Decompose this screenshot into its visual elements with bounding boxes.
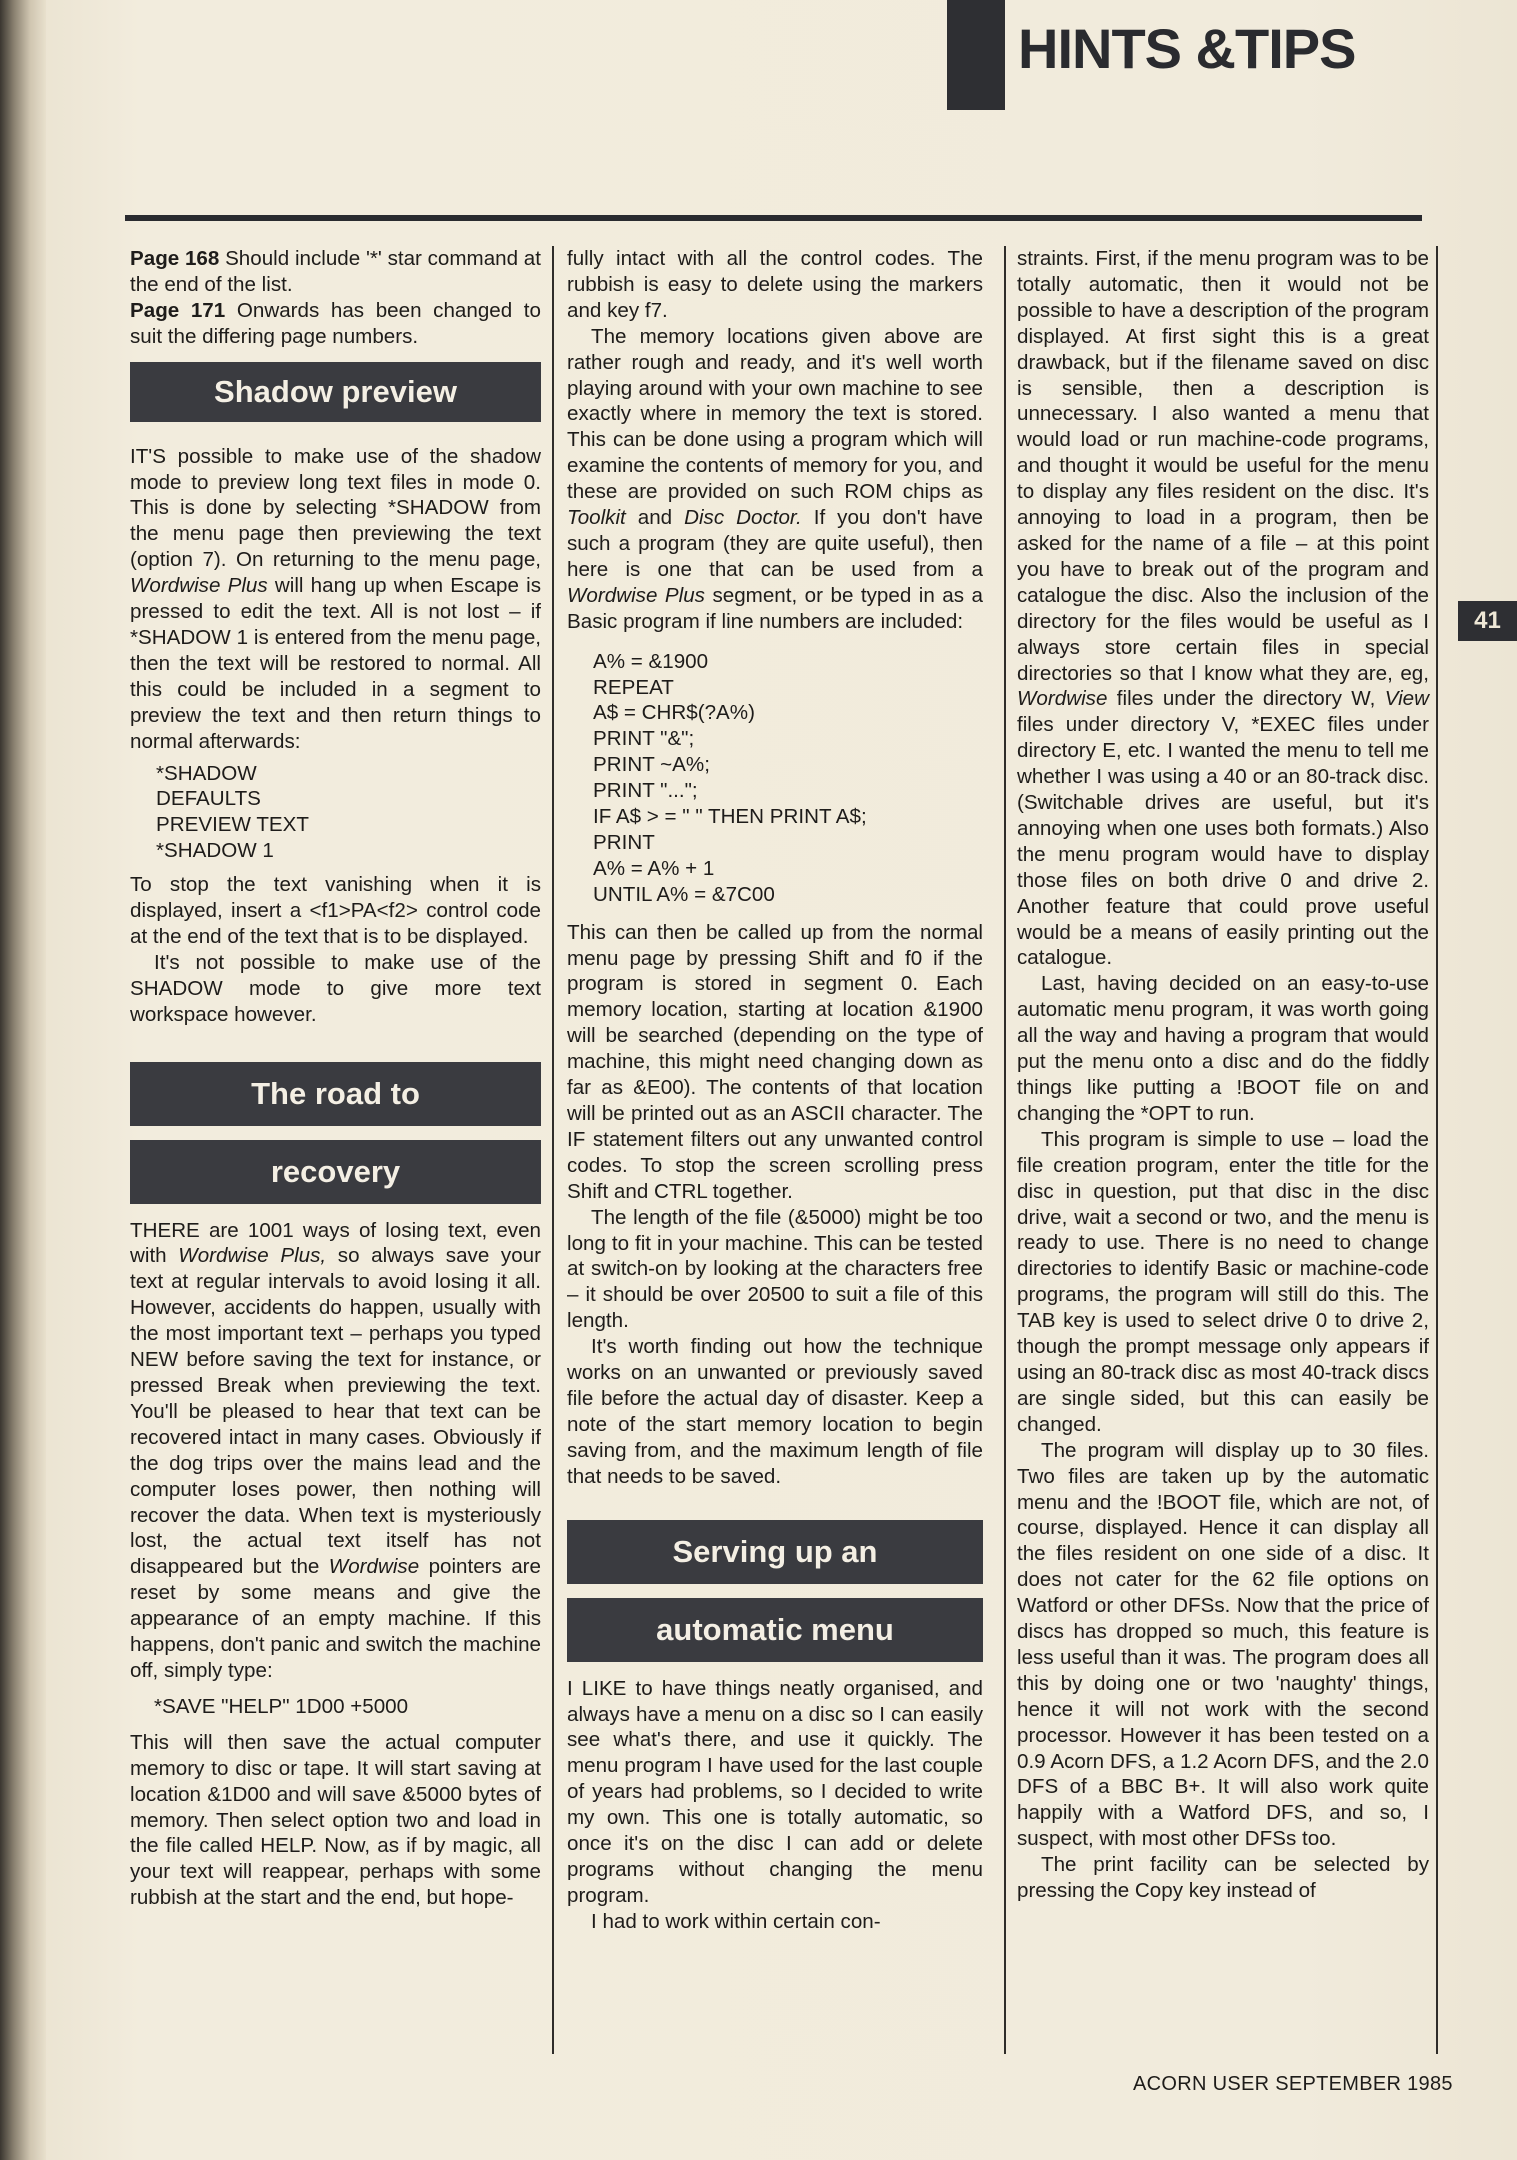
col2-paragraph-4: The length of the file (&5000) might be too long to fit in your machine. This can be tested at switch-on by looking at the characters free – it should be over 20500 to suit a file of this length. <box>567 1205 983 1333</box>
col2-paragraph-3: This can then be called up from the normal menu page by pressing Shift and f0 if the program is stored in segment 0. Each memory location, starting at location &1900 will be searched (depending on the type of machine, this might need changing down as far as &E00). The contents of that location will be printed out as an ASCII character. The IF statement filters out any unwanted control codes. To stop the screen scrolling press Shift and CTRL together. <box>567 920 983 1203</box>
code-line: *SHADOW 1 <box>156 839 274 863</box>
column-1 <box>130 246 541 1911</box>
column-divider <box>552 246 554 2054</box>
col2-paragraph-6: I LIKE to have things neatly organised, and always have a menu on a disc so I can easily see what's there, and use it quickly. The menu program I have used for the last couple of years had problems, so I decided to write my own. This one is totally automatic, so once it's on the disc I can add or delete programs without changing the menu program. <box>567 1676 983 1907</box>
column-divider <box>1436 246 1438 2054</box>
shadow-code-listing <box>130 761 541 865</box>
road-to-recovery-heading-2: recovery <box>130 1140 541 1204</box>
code-line: A% = A% + 1 <box>593 856 715 880</box>
code-line: PRINT <box>593 830 655 854</box>
col3-paragraph-5: The print facility can be selected by pressing the Copy key instead of <box>1017 1853 1429 1903</box>
automatic-menu-heading-2: automatic menu <box>567 1598 983 1662</box>
shadow-paragraph-1: IT'S possible to make use of the shadow mode to preview long text files in mode 0. This is done by selecting *SHADOW from the menu page then previewing the text (option 7). On returning to the menu page, Wordwise Plus will hang up when Escape is pressed to edit the text. All is not lost – if *SHADOW 1 is entered from the menu page, then the text will be restored to normal. All this could be included in a segment to preview the text and then return things to normal afterwards: <box>130 444 541 753</box>
recovery-paragraph-1: THERE are 1001 ways of losing text, even with Wordwise Plus, so always save your text at regular intervals to avoid losing it all. However, accidents do happen, usually with the most important text – perhaps you typed NEW before saving the text for instance, or pressed Break when previewing the text. You'll be pleased to hear that text can be recovered intact in many cases. Obviously if the dog trips over the mains lead and the computer loses power, then nothing will recover the data. When text is mysteriously lost, the actual text itself has not disappeared but the Wordwise pointers are reset by some means and give the appearance of an empty machine. If this happens, don't panic and switch the machine off, simply type: <box>130 1218 541 1682</box>
recovery-paragraph-2: This will then save the actual computer memory to disc or tape. It will start saving at location &1D00 and will save &5000 bytes of memory. Then select option two and load in the file called HELP. Now, as if by magic, all your text will reappear, perhaps with some rubbish at the start and the end, but hope- <box>130 1730 541 1910</box>
col3-paragraph-1: straints. First, if the menu program was to be totally automatic, then it would not be possible to have a description of the program displayed. At first sight this is a great drawback, but if the filename saved on disc is sensible, then a description is unnecessary. I also wanted a menu that would load or run machine-code programs, and thought it would be useful for the menu to display any files resident on the disc. It's annoying to load in a program, then be asked for the name of a file – at this point you have to break out of the program and catalogue the disc. Also the inclusion of the directory for the files would be useful as I always store certain files in special directories so that I know what they are, eg, Wordwise files under the directory W, View files under directory V, *EXEC files under directory E, etc. I wanted the menu to tell me whether I was using a 40 or an 80-track disc. (Switchable drives are useful, but it's annoying when one uses both formats.) Also the menu program would have to display those files on both drive 0 and drive 2. Another feature that could prove useful would be a means of easily printing out the catalogue. <box>1017 247 1429 970</box>
code-line: PRINT "&"; <box>593 727 695 751</box>
col3-paragraph-3: This program is simple to use – load the file creation program, enter the title for the disc in question, put that disc in the disc drive, wait a second or two, and the menu is ready to use. There is no need to change directories to identify Basic or machine-code programs, the program will still do this. The TAB key is used to select drive 0 to drive 2, though the prompt message only appears if using an 80-track disc as most 40-track discs are single sided, but this can easily be changed. <box>1017 1127 1429 1436</box>
column-divider <box>1004 246 1006 2054</box>
col2-paragraph-7: I had to work within certain con- <box>591 1909 881 1933</box>
shadow-paragraph-3: It's not possible to make use of the SHADOW mode to give more text workspace however. <box>130 950 541 1026</box>
col2-paragraph-1: fully intact with all the control codes. The rubbish is easy to delete using the markers and key f7. <box>567 247 983 322</box>
shadow-preview-heading: Shadow preview <box>130 362 541 422</box>
page-footer: ACORN USER SEPTEMBER 1985 <box>1133 2073 1453 2095</box>
road-to-recovery-heading-1: The road to <box>130 1062 541 1126</box>
code-line: PRINT "..."; <box>593 779 698 803</box>
automatic-menu-heading-1: Serving up an <box>567 1520 983 1584</box>
col3-paragraph-2: Last, having decided on an easy-to-use automatic menu program, it was worth going all the way and having a program that would put the menu onto a disc and do the fiddly things like putting a !BOOT file on and changing the *OPT to run. <box>1017 972 1429 1125</box>
code-line: UNTIL A% = &7C00 <box>593 882 775 906</box>
code-line: IF A$ > = " " THEN PRINT A$; <box>593 805 867 829</box>
page-number-tab: 41 <box>1458 601 1517 641</box>
column-2 <box>567 246 983 1935</box>
section-title: HINTS &TIPS <box>1018 17 1356 80</box>
book-spine-shadow <box>0 0 46 2160</box>
code-line: REPEAT <box>593 675 674 699</box>
code-line: A% = &1900 <box>593 649 709 673</box>
col2-paragraph-5: It's worth finding out how the technique works on an unwanted or previously saved file before the actual day of disaster. Keep a note of the start memory location to begin saving from, and the maximum length of file that needs to be saved. <box>567 1335 983 1488</box>
code-line: DEFAULTS <box>156 787 261 811</box>
basic-code-listing <box>567 649 983 908</box>
save-command: *SAVE "HELP" 1D00 +5000 <box>154 1694 409 1718</box>
header-block <box>947 0 1005 110</box>
col3-paragraph-4: The program will display up to 30 files. Two files are taken up by the automatic menu and the !BOOT file, which are not, of course, displayed. Hence it can display all the files resident on one side of a disc. It does not cater for the 62 file options on Watford or other DFSs. Now that the price of discs has dropped so much, this feature is less useful than it was. The program does all this by doing one or two 'naughty' things, hence it will not work with the second processor. However it has been tested on a 0.9 Acorn DFS, a 1.2 Acorn DFS, and the 2.0 DFS of a BBC B+. It will also work quite happily with a Watford DFS, and so, I suspect, with most other DFSs too. <box>1017 1438 1429 1851</box>
column-3 <box>1017 246 1429 1904</box>
shadow-paragraph-2: To stop the text vanishing when it is displayed, insert a <f1>PA<f2> control code at the end of the text that is to be displayed. <box>130 873 541 948</box>
header-rule <box>125 215 1422 221</box>
col2-paragraph-2: The memory locations given above are rather rough and ready, and it's well worth playing around with your own machine to see exactly where in memory the text is stored. This can be done using a program which will examine the contents of memory for you, and these are provided on such ROM chips as Toolkit and Disc Doctor. If you don't have such a program (they are quite useful), then here is one that can be used from a Wordwise Plus segment, or be typed in as a Basic program if line numbers are included: <box>567 324 984 633</box>
erratum-171: Page 171 Onwards has been changed to suit the differing page numbers. <box>130 298 541 348</box>
erratum-168: Page 168 Should include '*' star command at the end of the list. <box>130 247 541 296</box>
code-line: A$ = CHR$(?A%) <box>593 701 755 725</box>
code-line: PRINT ~A%; <box>593 753 710 777</box>
code-line: *SHADOW <box>156 761 257 785</box>
code-line: PREVIEW TEXT <box>156 813 309 837</box>
